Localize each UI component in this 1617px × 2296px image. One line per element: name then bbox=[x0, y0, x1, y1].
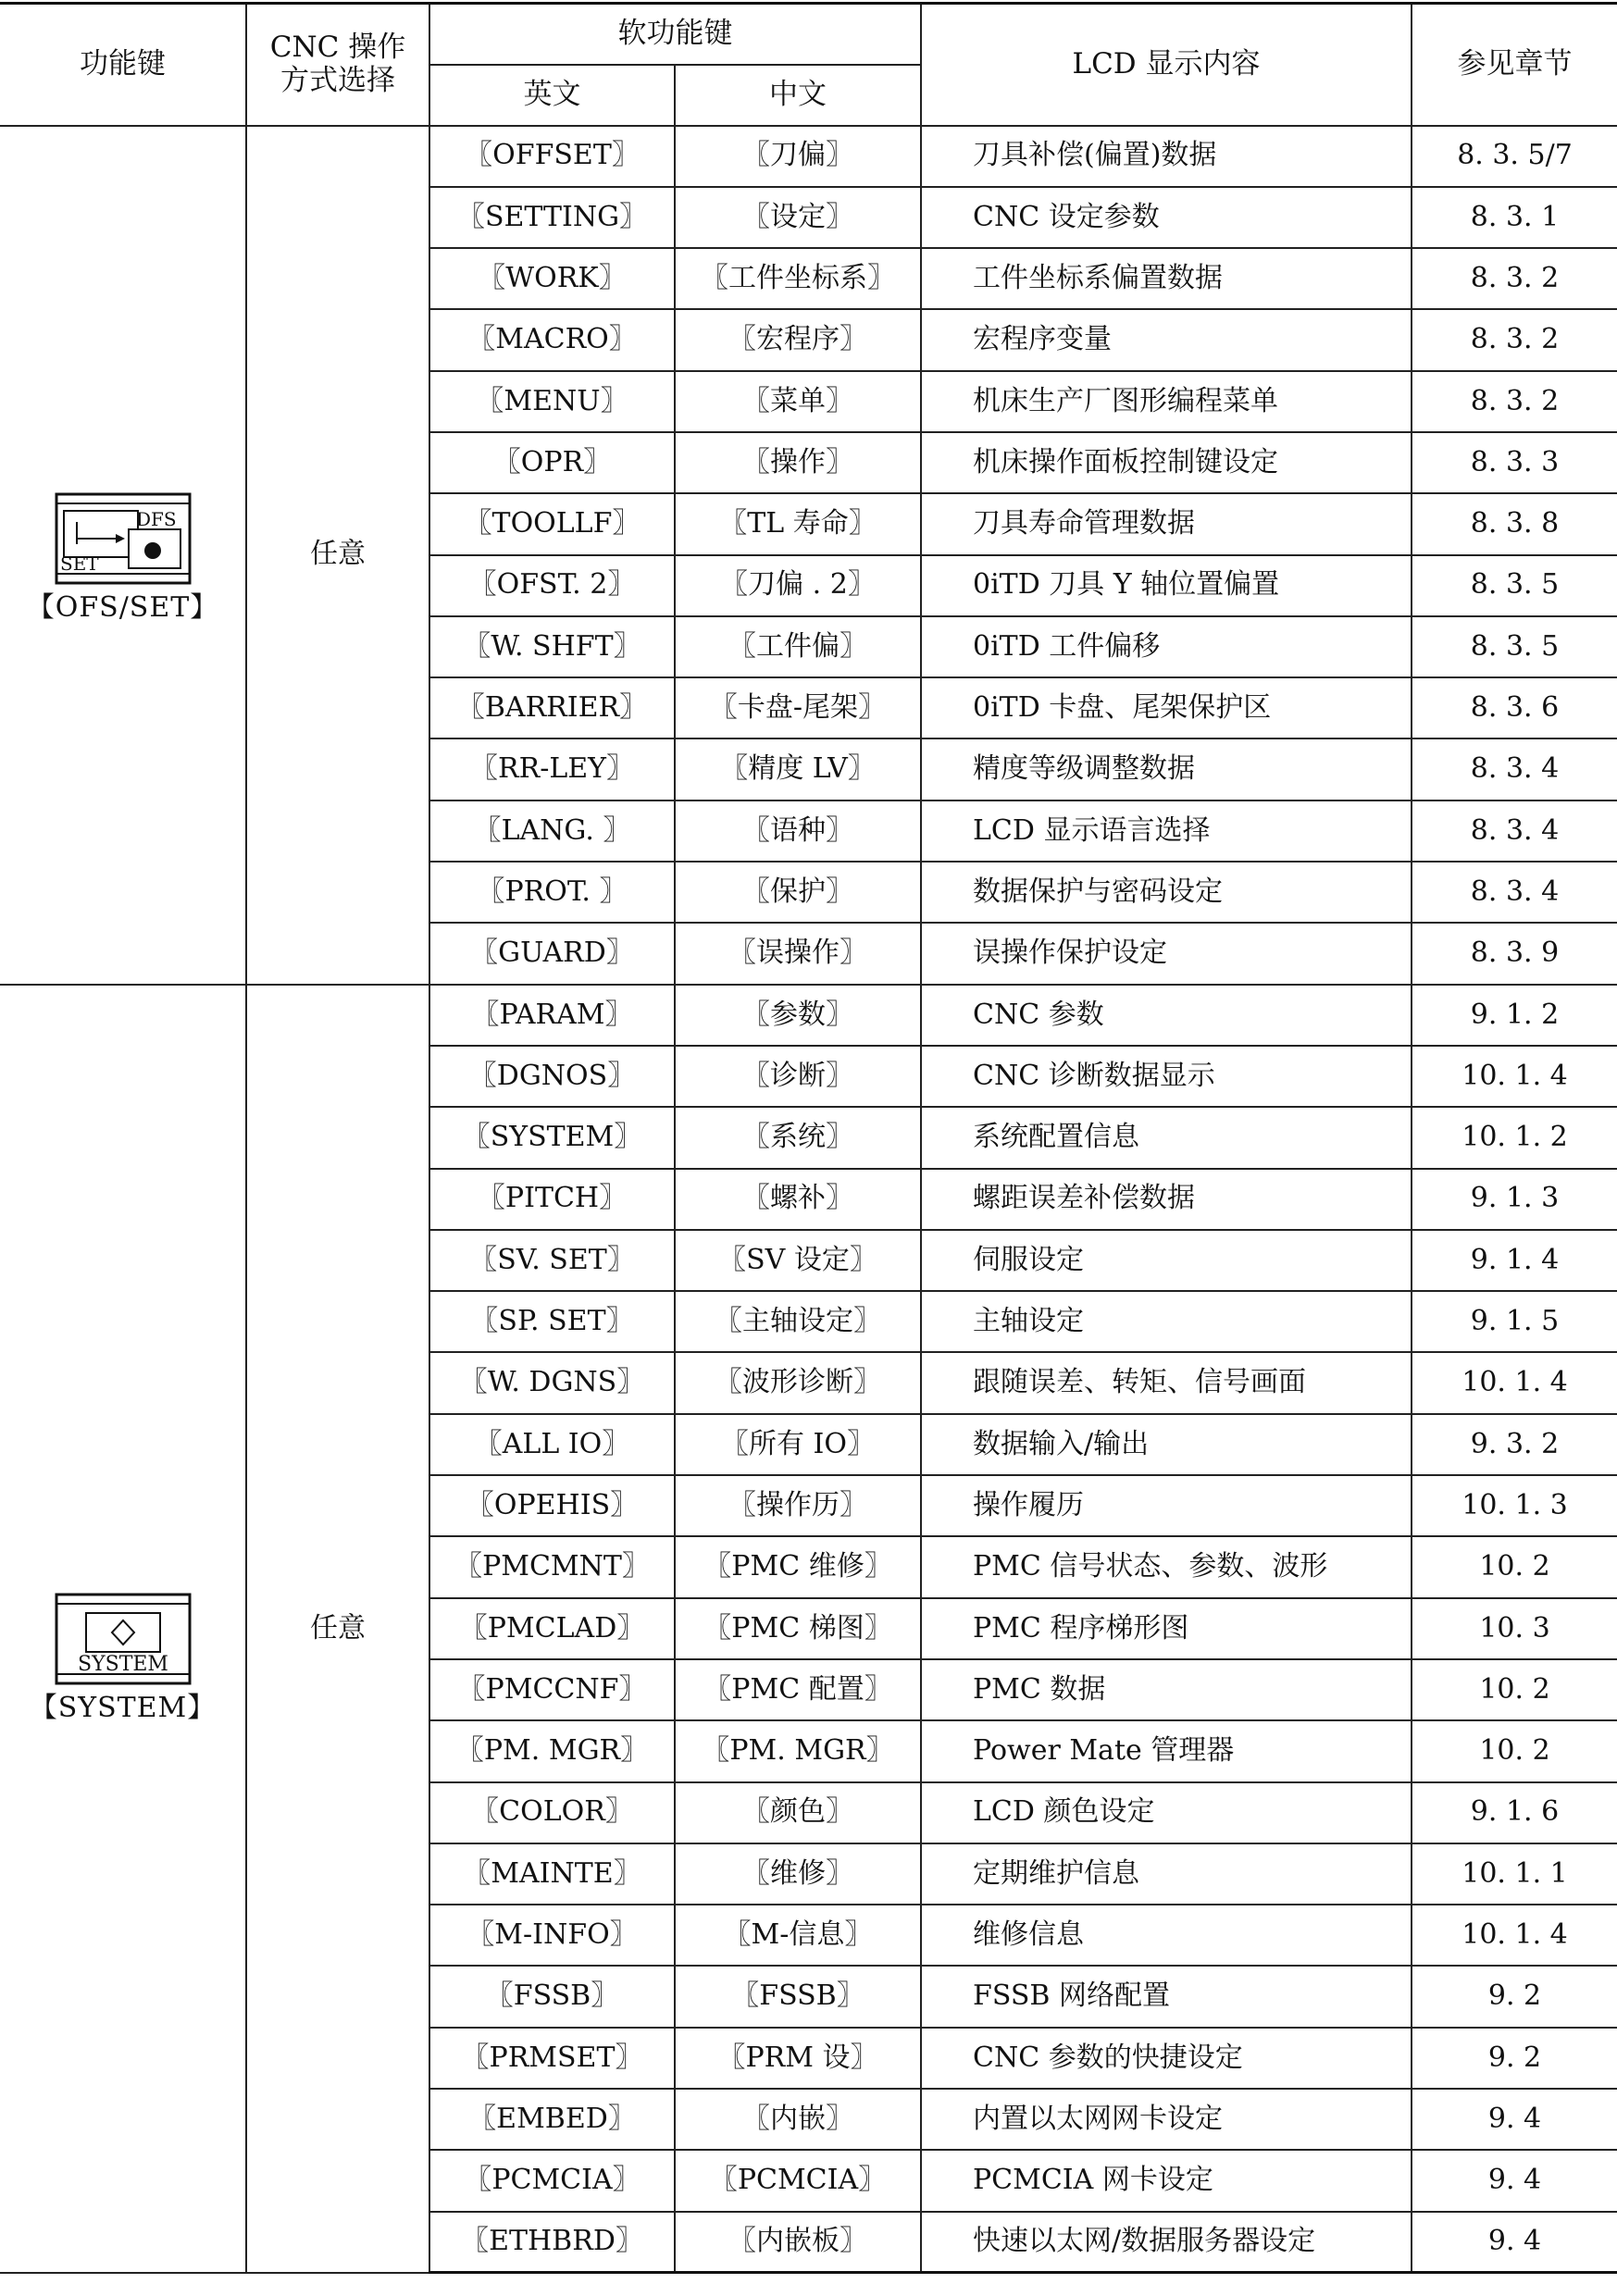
lcd-content: PMC 数据 bbox=[921, 1659, 1412, 1720]
icon-label-system: SYSTEM bbox=[77, 1652, 168, 1676]
lcd-content: PMC 程序梯形图 bbox=[921, 1598, 1412, 1659]
softkey-chinese: 〖所有 IO〗 bbox=[675, 1414, 921, 1475]
softkey-english: 〖SP. SET〗 bbox=[429, 1291, 675, 1352]
lcd-content: PMC 信号状态、参数、波形 bbox=[921, 1536, 1412, 1597]
section-ref: 10. 1. 1 bbox=[1412, 1843, 1617, 1905]
softkey-english: 〖LANG. 〗 bbox=[429, 800, 675, 862]
section-ref: 8. 3. 2 bbox=[1412, 248, 1617, 309]
lcd-content: FSSB 网络配置 bbox=[921, 1966, 1412, 2027]
softkey-chinese: 〖PMC 配置〗 bbox=[675, 1659, 921, 1720]
section-ref: 8. 3. 4 bbox=[1412, 738, 1617, 800]
softkey-english: 〖M-INFO〗 bbox=[429, 1905, 675, 1966]
softkey-english: 〖W. DGNS〗 bbox=[429, 1352, 675, 1413]
lcd-content: 系统配置信息 bbox=[921, 1107, 1412, 1168]
section-ref: 8. 3. 5 bbox=[1412, 616, 1617, 677]
lcd-content: PCMCIA 网卡设定 bbox=[921, 2150, 1412, 2211]
icon-label-set: SET bbox=[59, 552, 99, 576]
section-ref: 8. 3. 6 bbox=[1412, 677, 1617, 738]
function-key-label: 【OFS/SET】 bbox=[26, 591, 219, 625]
header-row-1 bbox=[0, 4, 1617, 65]
softkey-english: 〖RR-LEY〗 bbox=[429, 738, 675, 800]
section-ref: 10. 3 bbox=[1412, 1598, 1617, 1659]
lcd-content: 误操作保护设定 bbox=[921, 923, 1412, 984]
section-ref: 9. 3. 2 bbox=[1412, 1414, 1617, 1475]
function-key-label: 【SYSTEM】 bbox=[29, 1691, 217, 1724]
softkey-english: 〖PRMSET〗 bbox=[429, 2028, 675, 2089]
softkey-chinese: 〖语种〗 bbox=[675, 800, 921, 862]
section-ref: 10. 2 bbox=[1412, 1659, 1617, 1720]
softkey-chinese: 〖操作历〗 bbox=[675, 1475, 921, 1536]
section-ref: 8. 3. 4 bbox=[1412, 862, 1617, 923]
function-key-cell bbox=[0, 985, 246, 2273]
softkey-english: 〖DGNOS〗 bbox=[429, 1046, 675, 1107]
softkey-english: 〖MENU〗 bbox=[429, 371, 675, 432]
softkey-chinese: 〖颜色〗 bbox=[675, 1782, 921, 1843]
system-key-icon bbox=[55, 1593, 192, 1685]
lcd-content: 定期维护信息 bbox=[921, 1843, 1412, 1905]
section-ref: 9. 4 bbox=[1412, 2150, 1617, 2211]
lcd-content: 跟随误差、转矩、信号画面 bbox=[921, 1352, 1412, 1413]
softkey-english: 〖OFST. 2〗 bbox=[429, 555, 675, 616]
softkey-chinese: 〖FSSB〗 bbox=[675, 1966, 921, 2027]
softkey-chinese: 〖卡盘-尾架〗 bbox=[675, 677, 921, 738]
section-ref: 9. 1. 5 bbox=[1412, 1291, 1617, 1352]
softkey-chinese: 〖菜单〗 bbox=[675, 371, 921, 432]
lcd-content: 机床生产厂图形编程菜单 bbox=[921, 371, 1412, 432]
softkey-chinese: 〖PRM 设〗 bbox=[675, 2028, 921, 2089]
softkey-english: 〖PCMCIA〗 bbox=[429, 2150, 675, 2211]
lcd-content: 刀具寿命管理数据 bbox=[921, 493, 1412, 554]
softkey-english: 〖MAINTE〗 bbox=[429, 1843, 675, 1905]
table-row bbox=[0, 126, 1617, 187]
section-ref: 9. 1. 3 bbox=[1412, 1169, 1617, 1230]
softkey-chinese: 〖保护〗 bbox=[675, 862, 921, 923]
softkey-chinese: 〖操作〗 bbox=[675, 432, 921, 493]
softkey-english: 〖TOOLLF〗 bbox=[429, 493, 675, 554]
softkey-chinese: 〖刀偏 . 2〗 bbox=[675, 555, 921, 616]
softkey-chinese: 〖参数〗 bbox=[675, 985, 921, 1046]
softkey-english: 〖SV. SET〗 bbox=[429, 1230, 675, 1291]
header-cnc-mode-line2: 方式选择 bbox=[280, 63, 395, 97]
softkey-english: 〖BARRIER〗 bbox=[429, 677, 675, 738]
lcd-content: CNC 设定参数 bbox=[921, 187, 1412, 248]
lcd-content: 维修信息 bbox=[921, 1905, 1412, 1966]
softkey-english: 〖EMBED〗 bbox=[429, 2089, 675, 2150]
function-key bbox=[0, 492, 245, 625]
section-ref: 9. 4 bbox=[1412, 2089, 1617, 2150]
lcd-content: 精度等级调整数据 bbox=[921, 738, 1412, 800]
softkey-english: 〖PMCLAD〗 bbox=[429, 1598, 675, 1659]
section-ref: 9. 1. 6 bbox=[1412, 1782, 1617, 1843]
section-ref: 10. 1. 4 bbox=[1412, 1046, 1617, 1107]
softkey-chinese: 〖内嵌〗 bbox=[675, 2089, 921, 2150]
softkey-chinese: 〖SV 设定〗 bbox=[675, 1230, 921, 1291]
softkey-english: 〖PMCCNF〗 bbox=[429, 1659, 675, 1720]
lcd-content: CNC 参数的快捷设定 bbox=[921, 2028, 1412, 2089]
lcd-content: 0iTD 刀具 Y 轴位置偏置 bbox=[921, 555, 1412, 616]
lcd-content: Power Mate 管理器 bbox=[921, 1720, 1412, 1781]
function-key-cell bbox=[0, 126, 246, 985]
section-ref: 9. 1. 2 bbox=[1412, 985, 1617, 1046]
lcd-content: 0iTD 卡盘、尾架保护区 bbox=[921, 677, 1412, 738]
lcd-content: 内置以太网网卡设定 bbox=[921, 2089, 1412, 2150]
section-ref: 8. 3. 5/7 bbox=[1412, 126, 1617, 187]
section-ref: 10. 1. 3 bbox=[1412, 1475, 1617, 1536]
section-ref: 8. 3. 5 bbox=[1412, 555, 1617, 616]
section-ref: 10. 1. 4 bbox=[1412, 1905, 1617, 1966]
header-section: 参见章节 bbox=[1412, 4, 1617, 126]
header-chinese: 中文 bbox=[675, 65, 921, 126]
softkey-english: 〖ETHBRD〗 bbox=[429, 2212, 675, 2273]
softkey-chinese: 〖工件坐标系〗 bbox=[675, 248, 921, 309]
softkey-english: 〖OPR〗 bbox=[429, 432, 675, 493]
softkey-chinese: 〖PMC 维修〗 bbox=[675, 1536, 921, 1597]
lcd-content: CNC 诊断数据显示 bbox=[921, 1046, 1412, 1107]
softkey-chinese: 〖M-信息〗 bbox=[675, 1905, 921, 1966]
softkey-chinese: 〖刀偏〗 bbox=[675, 126, 921, 187]
section-ref: 9. 4 bbox=[1412, 2212, 1617, 2273]
softkey-english: 〖MACRO〗 bbox=[429, 309, 675, 370]
function-key bbox=[0, 1593, 245, 1725]
soft-key-table bbox=[0, 2, 1617, 2274]
section-ref: 10. 2 bbox=[1412, 1536, 1617, 1597]
section-ref: 8. 3. 9 bbox=[1412, 923, 1617, 984]
softkey-chinese: 〖PM. MGR〗 bbox=[675, 1720, 921, 1781]
lcd-content: 宏程序变量 bbox=[921, 309, 1412, 370]
softkey-english: 〖PITCH〗 bbox=[429, 1169, 675, 1230]
lcd-content: 刀具补偿(偏置)数据 bbox=[921, 126, 1412, 187]
softkey-chinese: 〖维修〗 bbox=[675, 1843, 921, 1905]
ofs-set-key-icon bbox=[55, 492, 192, 585]
lcd-content: 主轴设定 bbox=[921, 1291, 1412, 1352]
section-ref: 9. 2 bbox=[1412, 2028, 1617, 2089]
header-cnc-mode bbox=[246, 4, 429, 126]
softkey-english: 〖FSSB〗 bbox=[429, 1966, 675, 2027]
section-ref: 8. 3. 3 bbox=[1412, 432, 1617, 493]
softkey-chinese: 〖PMC 梯图〗 bbox=[675, 1598, 921, 1659]
softkey-chinese: 〖系统〗 bbox=[675, 1107, 921, 1168]
table-row bbox=[0, 985, 1617, 1046]
softkey-chinese: 〖宏程序〗 bbox=[675, 309, 921, 370]
softkey-english: 〖W. SHFT〗 bbox=[429, 616, 675, 677]
softkey-chinese: 〖主轴设定〗 bbox=[675, 1291, 921, 1352]
lcd-content: 机床操作面板控制键设定 bbox=[921, 432, 1412, 493]
lcd-content: LCD 颜色设定 bbox=[921, 1782, 1412, 1843]
lcd-content: LCD 显示语言选择 bbox=[921, 800, 1412, 862]
softkey-english: 〖WORK〗 bbox=[429, 248, 675, 309]
softkey-chinese: 〖工件偏〗 bbox=[675, 616, 921, 677]
softkey-chinese: 〖设定〗 bbox=[675, 187, 921, 248]
softkey-chinese: 〖精度 LV〗 bbox=[675, 738, 921, 800]
section-ref: 8. 3. 1 bbox=[1412, 187, 1617, 248]
softkey-english: 〖ALL IO〗 bbox=[429, 1414, 675, 1475]
lcd-content: 数据输入/输出 bbox=[921, 1414, 1412, 1475]
lcd-content: 0iTD 工件偏移 bbox=[921, 616, 1412, 677]
lcd-content: CNC 参数 bbox=[921, 985, 1412, 1046]
section-ref: 9. 2 bbox=[1412, 1966, 1617, 2027]
softkey-english: 〖PARAM〗 bbox=[429, 985, 675, 1046]
softkey-english: 〖PM. MGR〗 bbox=[429, 1720, 675, 1781]
section-ref: 8. 3. 8 bbox=[1412, 493, 1617, 554]
section-ref: 9. 1. 4 bbox=[1412, 1230, 1617, 1291]
softkey-chinese: 〖误操作〗 bbox=[675, 923, 921, 984]
section-ref: 8. 3. 2 bbox=[1412, 371, 1617, 432]
softkey-english: 〖OPEHIS〗 bbox=[429, 1475, 675, 1536]
lcd-content: 伺服设定 bbox=[921, 1230, 1412, 1291]
softkey-english: 〖PROT. 〗 bbox=[429, 862, 675, 923]
softkey-chinese: 〖诊断〗 bbox=[675, 1046, 921, 1107]
lcd-content: 工件坐标系偏置数据 bbox=[921, 248, 1412, 309]
lcd-content: 快速以太网/数据服务器设定 bbox=[921, 2212, 1412, 2273]
header-func-key: 功能键 bbox=[0, 4, 246, 126]
softkey-english: 〖SETTING〗 bbox=[429, 187, 675, 248]
softkey-chinese: 〖TL 寿命〗 bbox=[675, 493, 921, 554]
softkey-chinese: 〖螺补〗 bbox=[675, 1169, 921, 1230]
lcd-content: 操作履历 bbox=[921, 1475, 1412, 1536]
header-lcd: LCD 显示内容 bbox=[921, 4, 1412, 126]
header-english: 英文 bbox=[429, 65, 675, 126]
lcd-content: 螺距误差补偿数据 bbox=[921, 1169, 1412, 1230]
section-ref: 8. 3. 4 bbox=[1412, 800, 1617, 862]
section-ref: 10. 1. 4 bbox=[1412, 1352, 1617, 1413]
softkey-chinese: 〖内嵌板〗 bbox=[675, 2212, 921, 2273]
softkey-english: 〖SYSTEM〗 bbox=[429, 1107, 675, 1168]
section-ref: 10. 1. 2 bbox=[1412, 1107, 1617, 1168]
header-soft-key: 软功能键 bbox=[429, 4, 921, 65]
header-cnc-mode-line1: CNC 操作 bbox=[269, 31, 406, 65]
softkey-chinese: 〖波形诊断〗 bbox=[675, 1352, 921, 1413]
softkey-english: 〖OFFSET〗 bbox=[429, 126, 675, 187]
section-ref: 8. 3. 2 bbox=[1412, 309, 1617, 370]
softkey-english: 〖COLOR〗 bbox=[429, 1782, 675, 1843]
mode-cell: 任意 bbox=[246, 126, 429, 985]
lcd-content: 数据保护与密码设定 bbox=[921, 862, 1412, 923]
mode-cell: 任意 bbox=[246, 985, 429, 2273]
softkey-english: 〖PMCMNT〗 bbox=[429, 1536, 675, 1597]
softkey-chinese: 〖PCMCIA〗 bbox=[675, 2150, 921, 2211]
section-ref: 10. 2 bbox=[1412, 1720, 1617, 1781]
icon-label-dfs: DFS bbox=[135, 508, 177, 531]
softkey-english: 〖GUARD〗 bbox=[429, 923, 675, 984]
